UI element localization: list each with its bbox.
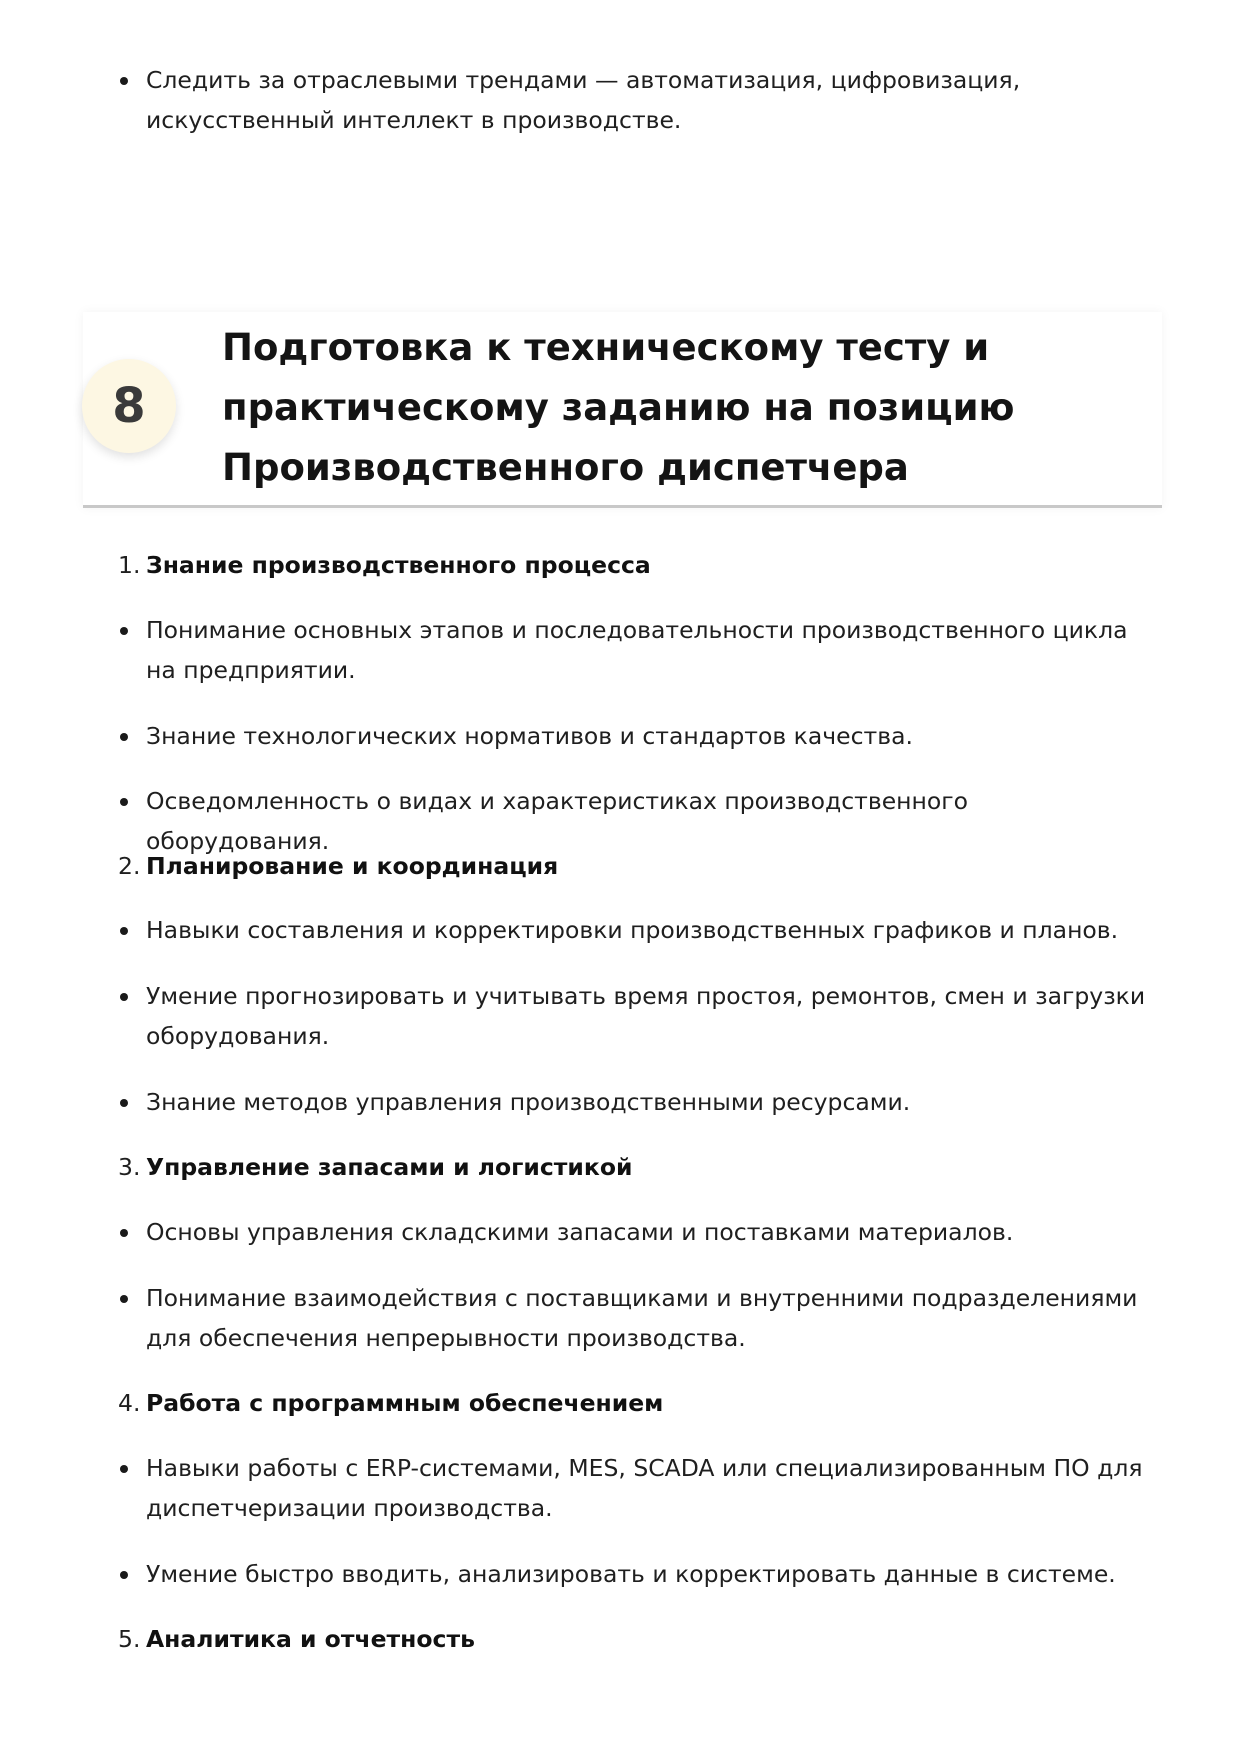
bullet-text: Умение прогнозировать и учитывать время простоя, ремонтов, смен и загрузки оборудования. [146, 982, 1146, 1050]
numbered-heading [118, 1147, 1146, 1187]
item-heading: Управление запасами и логистикой [146, 1153, 633, 1181]
list-item [146, 60, 1146, 140]
item-number: 5. [118, 1625, 141, 1653]
bullet-icon [120, 1465, 128, 1473]
bullet-text: Знание методов управления производственными ресурсами. [146, 1088, 911, 1116]
item-heading: Аналитика и отчетность [146, 1625, 475, 1653]
item-heading: Знание производственного процесса [146, 551, 651, 579]
item-number: 2. [118, 852, 141, 880]
bullet-text: Знание технологических нормативов и стандартов качества. [146, 722, 913, 750]
intro-bullet-text: Следить за отраслевыми трендами — автоматизация, цифровизация, искусственный интеллект в производстве. [146, 66, 1021, 134]
bullet-text: Навыки работы с ERP-системами, MES, SCADA или специализированным ПО для диспетчеризации производства. [146, 1454, 1143, 1522]
bullet-icon [120, 627, 128, 635]
list-item [146, 610, 1146, 690]
bullet-icon [120, 1295, 128, 1303]
bullet-text: Понимание взаимодействия с поставщиками и внутренними подразделениями для обеспечения непрерывности производства. [146, 1284, 1138, 1352]
bullet-icon [120, 77, 128, 85]
section-title: Подготовка к техническому тесту и практическому заданию на позицию Производственного диспетчера [222, 326, 1015, 489]
item-number: 4. [118, 1389, 141, 1417]
item-heading: Планирование и координация [146, 852, 559, 880]
bullet-text: Основы управления складскими запасами и поставками материалов. [146, 1218, 1014, 1246]
bullet-text: Умение быстро вводить, анализировать и корректировать данные в системе. [146, 1560, 1116, 1588]
list-item [146, 1278, 1146, 1358]
list-item [146, 1448, 1146, 1528]
bullet-icon [120, 1099, 128, 1107]
bullet-icon [120, 1571, 128, 1579]
numbered-heading [118, 1383, 1146, 1423]
bullet-text: Понимание основных этапов и последовательности производственного цикла на предприятии. [146, 616, 1128, 684]
list-item [146, 716, 1146, 756]
item-heading: Работа с программным обеспечением [146, 1389, 664, 1417]
list-item [146, 910, 1146, 950]
numbered-heading [118, 545, 1146, 585]
list-item [146, 1212, 1146, 1252]
bullet-icon [120, 733, 128, 741]
bullet-text: Осведомленность о видах и характеристиках производственного оборудования. [146, 787, 968, 855]
list-item [146, 1082, 1146, 1122]
list-item [146, 1554, 1146, 1594]
section-number-badge: 8 [82, 359, 176, 453]
numbered-heading [118, 1619, 1146, 1659]
bullet-icon [120, 993, 128, 1001]
bullet-icon [120, 927, 128, 935]
list-item [146, 976, 1146, 1056]
bullet-icon [120, 1229, 128, 1237]
bullet-icon [120, 798, 128, 806]
bullet-text: Навыки составления и корректировки производственных графиков и планов. [146, 916, 1119, 944]
item-number: 3. [118, 1153, 141, 1181]
numbered-heading [118, 846, 1146, 886]
item-number: 1. [118, 551, 141, 579]
